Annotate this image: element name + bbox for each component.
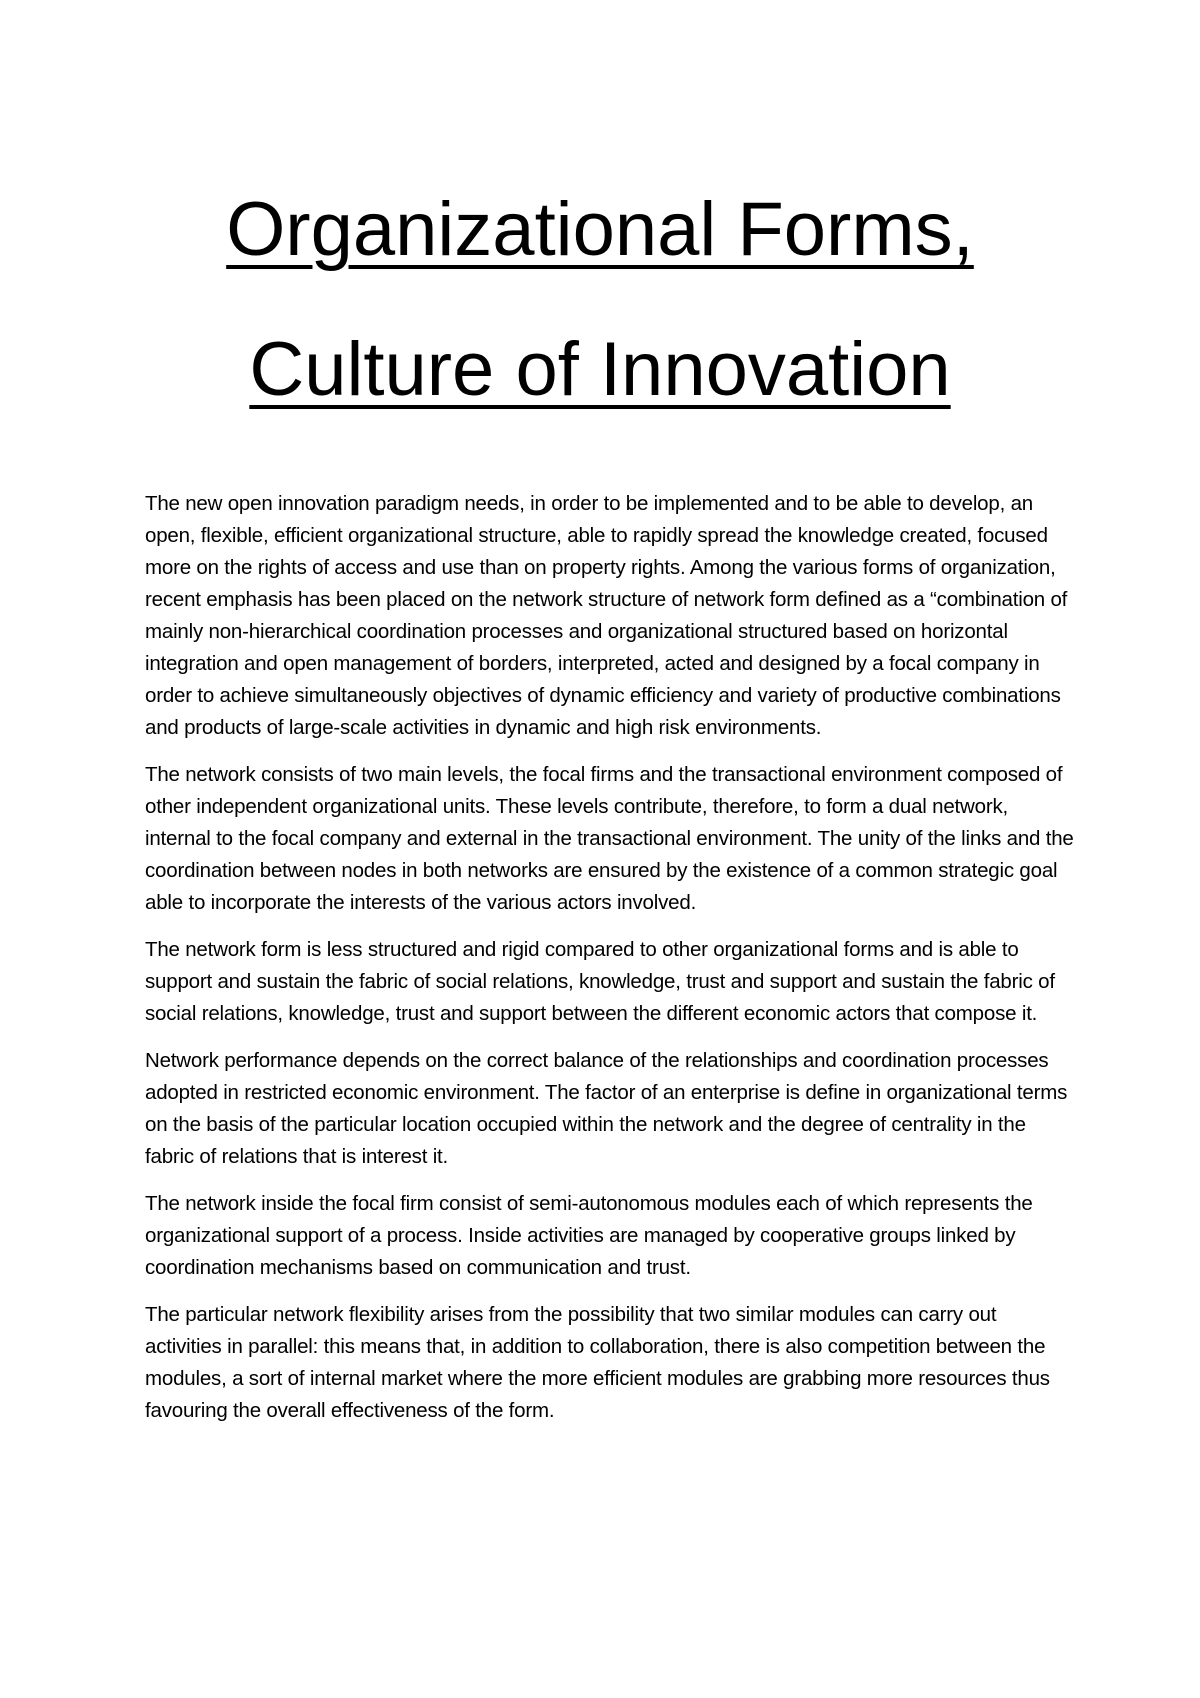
paragraph-3: The network form is less structured and rigid compared to other organizational forms and is able to support and sustain the fabric of social relations, knowledge, trust and support and sustain the fabric of social relations, knowledge, trust and support between the different economic actors that compose it. bbox=[145, 938, 1055, 1025]
title-line-1: Organizational Forms, bbox=[226, 187, 974, 272]
title-line-2: Culture of Innovation bbox=[249, 327, 951, 412]
paragraph-6: The particular network flexibility arises from the possibility that two similar modules can carry out activities in parallel: this means that, in addition to collaboration, there is also competition between the modules, a sort of internal market where the more efficient modules are grabbing more resources thus favouring the overall effectiveness of the form. bbox=[145, 1303, 1050, 1422]
document-body bbox=[145, 488, 1075, 1442]
paragraph-4: Network performance depends on the correct balance of the relationships and coordination processes adopted in restricted economic environment. The factor of an enterprise is define in organizational terms on the basis of the particular location occupied within the network and the degree of centrality in the fabric of relations that is interest it. bbox=[145, 1049, 1068, 1168]
document-title bbox=[0, 160, 1200, 440]
paragraph-1: The new open innovation paradigm needs, in order to be implemented and to be able to develop, an open, flexible, efficient organizational structure, able to rapidly spread the knowledge created, focused more on the rights of access and use than on property rights. Among the various forms of organization, recent emphasis has been placed on the network structure of network form defined as a “combination of mainly non-hierarchical coordination processes and organizational structured based on horizontal integration and open management of borders, interpreted, acted and designed by a focal company in order to achieve simultaneously objectives of dynamic efficiency and variety of productive combinations and products of large-scale activities in dynamic and high risk environments. bbox=[145, 492, 1068, 739]
paragraph-2: The network consists of two main levels, the focal firms and the transactional environment composed of other independent organizational units. These levels contribute, therefore, to form a dual network, internal to the focal company and external in the transactional environment. The unity of the links and the coordination between nodes in both networks are ensured by the existence of a common strategic goal able to incorporate the interests of the various actors involved. bbox=[145, 763, 1074, 914]
paragraph-5: The network inside the focal firm consist of semi-autonomous modules each of which represents the organizational support of a process. Inside activities are managed by cooperative groups linked by coordination mechanisms based on communication and trust. bbox=[145, 1192, 1033, 1279]
